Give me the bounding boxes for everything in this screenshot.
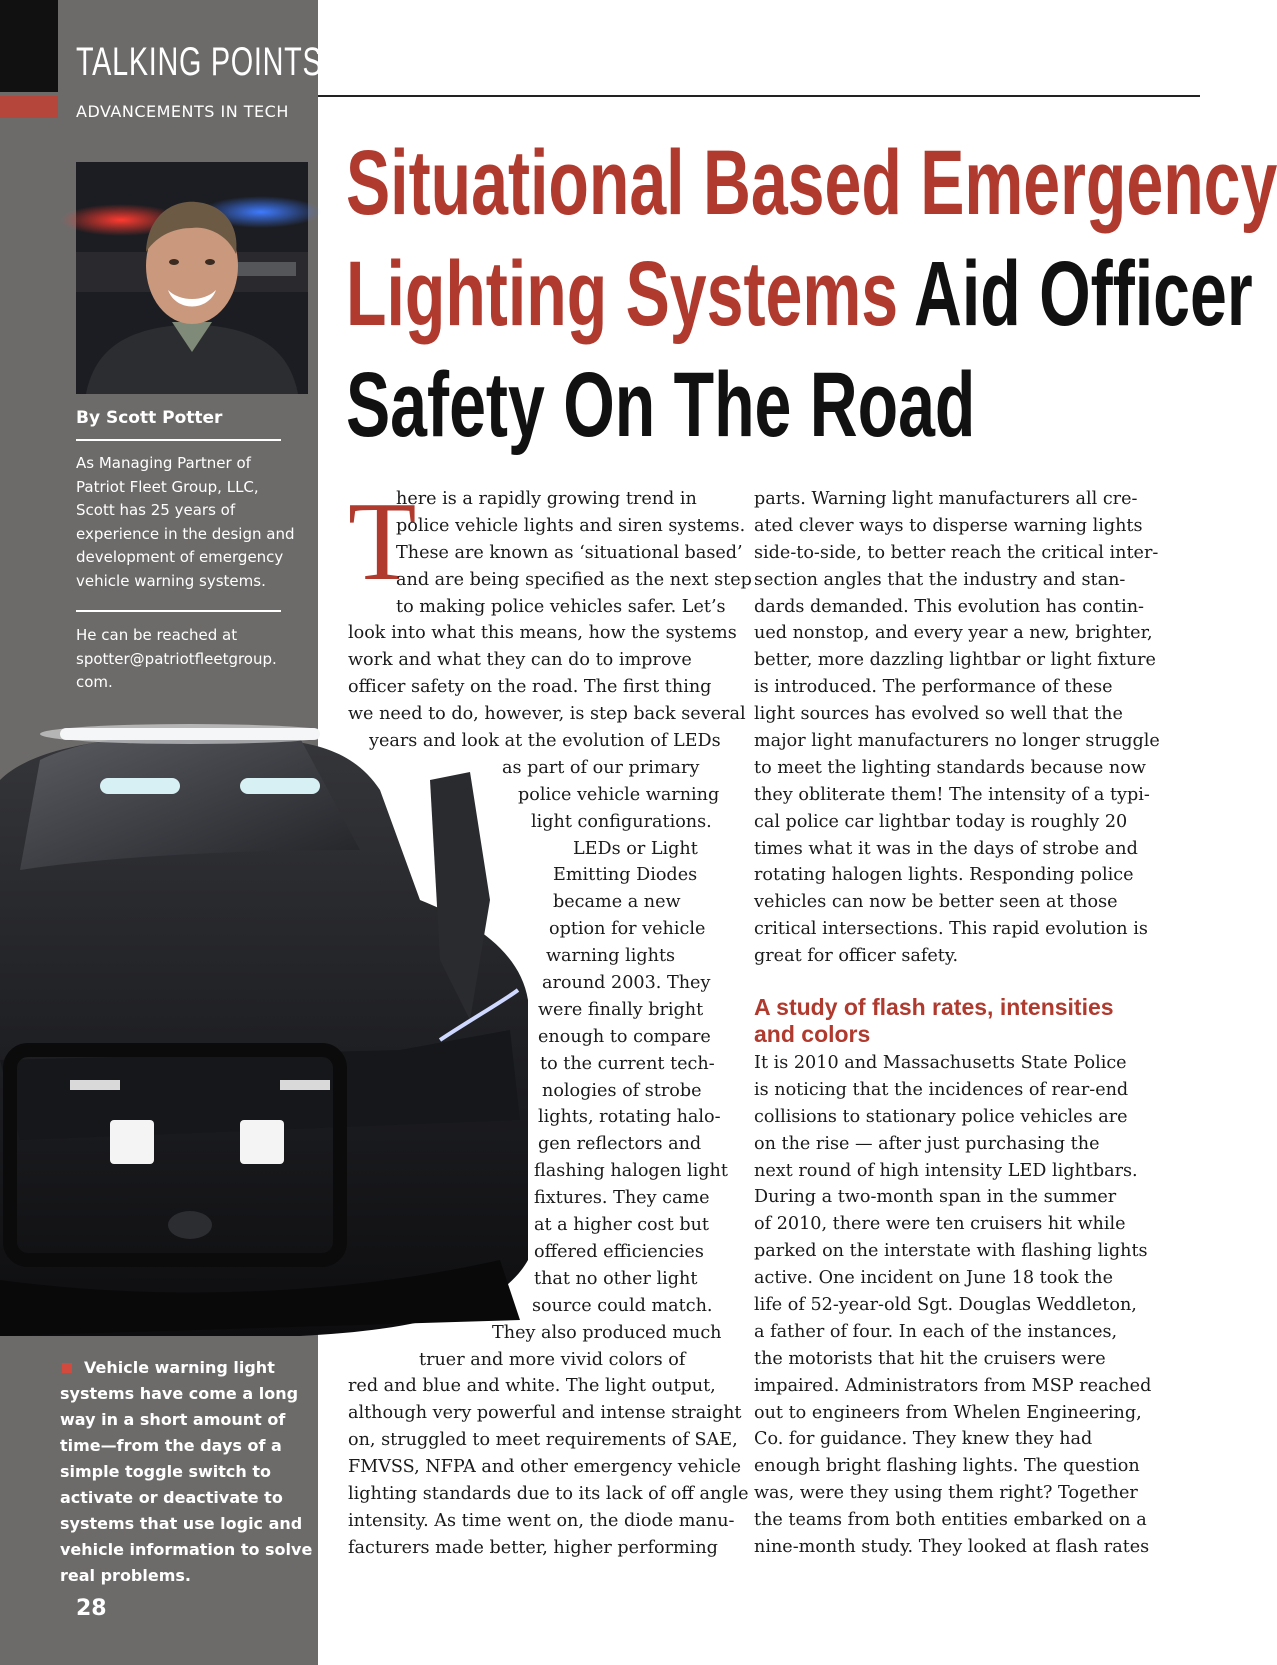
- article-column-2: [754, 486, 1160, 970]
- body-line: that no other light: [534, 1268, 698, 1289]
- body-line: to making police vehicles safer. Let’s: [396, 596, 726, 617]
- body-line: source could match.: [532, 1295, 713, 1316]
- body-line: the teams from both entities embarked on a: [754, 1510, 1147, 1531]
- page-number: 28: [76, 1596, 107, 1621]
- author-contact: He can be reached at spotter@patriotfleetgroup. com.: [76, 626, 277, 692]
- body-line: officer safety on the road. The first thing: [348, 677, 712, 698]
- body-line: intensity. As time went on, the diode manu-: [348, 1510, 735, 1531]
- caption-text: Vehicle warning light systems have come a long way in a short amount of time—from the days of a simple toggle switch to activate or deactivate to systems that use logic and vehicle information to solve real problems.: [60, 1358, 313, 1585]
- body-line: police vehicle lights and siren systems.: [396, 515, 746, 536]
- body-line: flashing halogen light: [534, 1161, 728, 1182]
- body-line: parked on the interstate with flashing lights: [754, 1241, 1148, 1262]
- body-line: great for officer safety.: [754, 946, 959, 967]
- headline-black-line2: Aid Officer: [914, 243, 1253, 345]
- section-tab-black: [0, 0, 58, 92]
- body-line: option for vehicle: [549, 919, 706, 940]
- body-line: out to engineers from Whelen Engineering,: [754, 1402, 1142, 1423]
- body-line: During a two-month span in the summer: [754, 1187, 1117, 1208]
- body-line: dards demanded. This evolution has contin-: [754, 596, 1144, 617]
- body-line: although very powerful and intense straight: [348, 1403, 742, 1424]
- body-line: police vehicle warning: [518, 784, 720, 805]
- body-line: fixtures. They came: [534, 1188, 710, 1209]
- body-line: is noticing that the incidences of rear-end: [754, 1079, 1129, 1100]
- headline-red-line1: Situational Based Emergency: [346, 132, 1277, 234]
- body-line: offered efficiencies: [534, 1241, 704, 1262]
- body-line: nine-month study. They looked at flash rates: [754, 1537, 1150, 1558]
- body-line: light configurations.: [531, 811, 712, 832]
- body-line: gen reflectors and: [538, 1134, 702, 1155]
- body-line: Emitting Diodes: [553, 865, 698, 886]
- body-line: light sources has evolved so well that the: [754, 704, 1123, 725]
- body-line: and are being specified as the next step: [396, 569, 752, 590]
- body-line: on the rise — after just purchasing the: [754, 1133, 1100, 1154]
- body-line: to the current tech-: [540, 1053, 715, 1074]
- body-line: on, struggled to meet requirements of SAE,: [348, 1430, 738, 1451]
- body-line: as part of our primary: [502, 757, 700, 778]
- author-byline: By Scott Potter: [76, 408, 223, 428]
- byline-rule: [76, 439, 281, 441]
- body-line: parts. Warning light manufacturers all cre-: [754, 489, 1138, 509]
- body-line: Co. for guidance. They knew they had: [754, 1429, 1093, 1450]
- bio-rule: [76, 610, 281, 612]
- body-line: section angles that the industry and stan-: [754, 569, 1126, 590]
- article-column-1: [348, 480, 752, 1562]
- body-line: life of 52-year-old Sgt. Douglas Weddleton,: [754, 1295, 1137, 1316]
- body-line: critical intersections. This rapid evolution is: [754, 919, 1148, 940]
- body-line: they obliterate them! The intensity of a typi-: [754, 784, 1150, 805]
- headline-black-line3: Safety On The Road: [346, 354, 976, 456]
- photo-caption: [60, 1355, 322, 1589]
- author-bio: As Managing Partner of Patriot Fleet Group, LLC, Scott has 25 years of experience in the design and development of emergency vehicle warning systems.: [76, 454, 295, 590]
- body-line: collisions to stationary police vehicles are: [754, 1106, 1128, 1127]
- body-line: of 2010, there were ten cruisers hit while: [754, 1214, 1126, 1235]
- body-line: vehicles can now be better seen at those: [754, 892, 1118, 913]
- body-line: we need to do, however, is step back several: [348, 704, 746, 725]
- body-line: a father of four. In each of the instances,: [754, 1321, 1118, 1342]
- body-line: ued nonstop, and every year a new, brighter,: [754, 623, 1153, 644]
- body-line: at a higher cost but: [534, 1215, 710, 1236]
- body-line: rotating halogen lights. Responding police: [754, 865, 1134, 886]
- body-line: times what it was in the days of strobe and: [754, 838, 1138, 859]
- body-line: enough to compare: [538, 1026, 711, 1047]
- body-line: is introduced. The performance of these: [754, 677, 1113, 698]
- body-line: cal police car lightbar today is roughly 20: [754, 811, 1128, 832]
- header-rule: [318, 95, 1200, 97]
- body-line: enough bright flashing lights. The question: [754, 1456, 1140, 1477]
- body-line: facturers made better, higher performing: [348, 1537, 718, 1558]
- body-line: active. One incident on June 18 took the: [754, 1268, 1113, 1289]
- body-line: LEDs or Light: [573, 838, 698, 859]
- body-line: better, more dazzling lightbar or light fixture: [754, 650, 1156, 671]
- drop-cap: T: [348, 480, 417, 604]
- body-line: truer and more vivid colors of: [419, 1349, 686, 1370]
- body-line: red and blue and white. The light output,: [348, 1376, 716, 1397]
- body-line: nologies of strobe: [542, 1080, 702, 1101]
- author-photo: [76, 162, 308, 394]
- headline-red-line2: Lighting Systems: [346, 243, 899, 345]
- body-line: here is a rapidly growing trend in: [396, 489, 697, 509]
- body-line: years and look at the evolution of LEDs: [369, 731, 721, 752]
- body-line: became a new: [553, 892, 681, 913]
- subsection-label: ADVANCEMENTS IN TECH: [76, 102, 289, 121]
- body-line: were finally bright: [538, 999, 704, 1020]
- body-line: side-to-side, to better reach the critical inter-: [754, 542, 1159, 563]
- body-line: to meet the lighting standards because now: [754, 757, 1146, 778]
- body-line: around 2003. They: [542, 973, 711, 994]
- body-line: work and what they can do to improve: [348, 650, 692, 671]
- body-line: impaired. Administrators from MSP reached: [754, 1375, 1152, 1396]
- body-line: look into what this means, how the systems: [348, 623, 737, 644]
- section-heading-line1: A study of flash rates, intensities: [754, 994, 1114, 1020]
- body-line: They also produced much: [492, 1322, 722, 1343]
- caption-marker-icon: [62, 1363, 72, 1373]
- body-line: ated clever ways to disperse warning lights: [754, 515, 1143, 536]
- body-line: It is 2010 and Massachusetts State Police: [754, 1053, 1127, 1073]
- body-line: major light manufacturers no longer struggle: [754, 731, 1160, 752]
- body-line: was, were they using them right? Together: [754, 1483, 1138, 1504]
- section-label: TALKING POINTS: [76, 40, 323, 84]
- body-line: lighting standards due to its lack of off angle: [348, 1483, 749, 1504]
- body-line: These are known as ‘situational based’: [396, 542, 743, 563]
- section-tab-red: [0, 96, 58, 118]
- body-line: warning lights: [546, 946, 676, 967]
- article-column-2b: [754, 1050, 1154, 1561]
- body-line: next round of high intensity LED lightbars.: [754, 1160, 1138, 1181]
- section-heading-line2: and colors: [754, 1021, 871, 1047]
- section-heading: [754, 994, 1154, 1048]
- body-line: the motorists that hit the cruisers were: [754, 1348, 1106, 1369]
- body-line: lights, rotating halo-: [538, 1107, 721, 1128]
- body-line: FMVSS, NFPA and other emergency vehicle: [348, 1457, 741, 1478]
- article-headline: [346, 128, 1277, 461]
